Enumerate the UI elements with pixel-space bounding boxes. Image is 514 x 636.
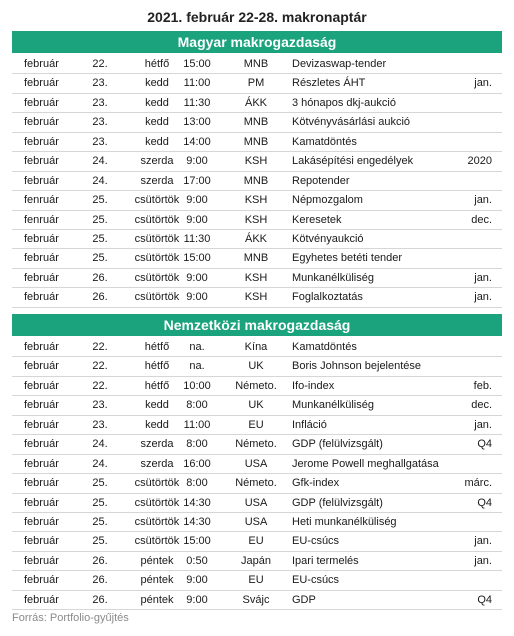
row-month: február (24, 418, 59, 431)
row-day: 25. (92, 252, 108, 265)
row-time: 14:30 (183, 496, 211, 509)
row-event: Népmozgalom (292, 194, 363, 207)
row-day: 22. (92, 379, 108, 392)
table-row (12, 357, 502, 376)
row-month: február (24, 271, 59, 284)
row-weekday: csütörtök (134, 496, 180, 509)
row-time: 15:00 (183, 58, 211, 70)
row-event: EU-csúcs (292, 574, 340, 587)
row-weekday: kedd (145, 135, 169, 148)
row-event: 3 hónapos dkj-aukció (292, 96, 396, 109)
table-row (12, 416, 502, 435)
row-time: 16:00 (183, 457, 211, 470)
row-event: EU-csúcs (292, 535, 340, 548)
row-event: Infláció (292, 418, 327, 431)
row-month: február (24, 232, 59, 245)
row-source: Németo. (235, 438, 277, 451)
row-period: dec. (471, 399, 492, 412)
row-event: Kamatdöntés (292, 341, 357, 353)
row-weekday: hétfő (144, 341, 170, 353)
row-day: 23. (92, 418, 108, 431)
row-day: 26. (92, 271, 108, 284)
row-source: KSH (244, 213, 268, 226)
row-day: 22. (92, 341, 108, 353)
row-month: február (24, 438, 59, 451)
row-event: Kötvényaukció (292, 232, 364, 245)
row-time: 9:00 (186, 213, 208, 226)
row-time: 11:00 (183, 77, 211, 90)
row-time: 17:00 (183, 174, 211, 187)
source-note: Forrás: Portfolio-gyűjtés (12, 612, 129, 624)
row-event: Kötvényvásárlási aukció (292, 116, 411, 129)
row-day: 22. (92, 58, 108, 70)
row-day: 23. (92, 399, 108, 412)
table-row (12, 455, 502, 474)
row-time: 0:50 (186, 554, 208, 567)
row-source: UK (248, 360, 264, 373)
row-day: 23. (92, 96, 108, 109)
row-day: 26. (92, 554, 108, 567)
row-period: Q4 (477, 438, 492, 451)
table-row (12, 94, 502, 113)
row-time: 13:00 (183, 116, 211, 129)
row-day: 25. (92, 535, 108, 548)
row-period: dec. (471, 213, 492, 226)
row-day: 24. (92, 438, 108, 451)
table-row (12, 191, 502, 210)
row-month: február (24, 341, 59, 353)
row-source: KSH (244, 155, 268, 168)
row-day: 22. (92, 360, 108, 373)
table-international (12, 338, 502, 610)
row-event: Kamatdöntés (292, 135, 357, 148)
row-event: Munkanélküliség (292, 271, 374, 284)
row-source: USA (244, 496, 268, 509)
row-weekday: hétfő (144, 379, 170, 392)
table-row (12, 591, 502, 610)
row-weekday: csütörtök (134, 213, 180, 226)
row-event: Jerome Powell meghallgatása (292, 457, 439, 470)
row-month: február (24, 399, 59, 412)
table-row (12, 532, 502, 551)
row-day: 24. (92, 174, 108, 187)
row-month: február (24, 477, 59, 490)
row-time: 8:00 (186, 477, 208, 490)
row-month: február (24, 515, 59, 528)
row-period: jan. (474, 194, 492, 207)
row-event: Devizaswap-tender (292, 58, 387, 70)
row-weekday: kedd (145, 116, 169, 129)
row-weekday: hétfő (144, 360, 170, 373)
table-row (12, 230, 502, 249)
table-row (12, 152, 502, 171)
row-source: MNB (243, 174, 269, 187)
row-source: Németo. (235, 379, 277, 392)
row-weekday: csütörtök (134, 515, 180, 528)
row-weekday: csütörtök (134, 535, 180, 548)
row-event: Foglalkoztatás (292, 291, 363, 304)
row-source: MNB (243, 58, 269, 70)
row-weekday: csütörtök (134, 252, 180, 265)
row-time: 15:00 (183, 535, 211, 548)
row-period: márc. (464, 477, 492, 490)
row-day: 25. (92, 194, 108, 207)
table-row (12, 74, 502, 93)
row-source: UK (248, 399, 264, 412)
row-source: MNB (243, 116, 269, 129)
row-weekday: kedd (145, 418, 169, 431)
row-time: 11:30 (183, 232, 211, 245)
table-row (12, 513, 502, 532)
row-month: február (24, 496, 59, 509)
row-month: fenruár (24, 194, 59, 207)
row-month: február (24, 574, 59, 587)
row-weekday: kedd (145, 96, 169, 109)
table-row (12, 571, 502, 590)
row-month: február (24, 174, 59, 187)
row-source: EU (248, 574, 264, 587)
row-month: február (24, 252, 59, 265)
row-period: feb. (473, 379, 492, 392)
row-month: február (24, 360, 59, 373)
row-event: Boris Johnson bejelentése (292, 360, 422, 373)
row-day: 26. (92, 593, 108, 606)
row-month: február (24, 291, 59, 304)
row-source: MNB (243, 252, 269, 265)
table-row (12, 55, 502, 74)
row-event: Lakásépítési engedélyek (292, 155, 414, 168)
row-weekday: szerda (140, 155, 174, 168)
table-row (12, 269, 502, 288)
row-weekday: péntek (140, 593, 174, 606)
row-event: Ifo-index (292, 379, 335, 392)
row-source: USA (244, 515, 268, 528)
table-row (12, 377, 502, 396)
row-weekday: csütörtök (134, 477, 180, 490)
row-time: 9:00 (186, 291, 208, 304)
table-row (12, 211, 502, 230)
row-weekday: csütörtök (134, 291, 180, 304)
row-source: Németo. (235, 477, 277, 490)
row-period: Q4 (477, 593, 492, 606)
row-event: GDP (felülvizsgált) (292, 438, 383, 451)
table-row (12, 338, 502, 357)
row-period: 2020 (467, 155, 492, 168)
row-month: február (24, 135, 59, 148)
row-time: 10:00 (183, 379, 211, 392)
section-header-hungarian: Magyar makrogazdaság (12, 31, 502, 53)
row-weekday: hétfő (144, 58, 170, 70)
row-weekday: péntek (140, 554, 174, 567)
row-time: 9:00 (186, 271, 208, 284)
row-source: ÁKK (244, 96, 267, 109)
row-event: Egyhetes betéti tender (292, 252, 403, 265)
row-time: na. (189, 341, 205, 353)
table-row (12, 113, 502, 132)
row-time: 9:00 (186, 574, 208, 587)
row-month: február (24, 58, 59, 70)
row-weekday: szerda (140, 174, 174, 187)
table-row (12, 172, 502, 191)
row-day: 24. (92, 155, 108, 168)
row-day: 23. (92, 77, 108, 90)
row-event: Heti munkanélküliség (292, 515, 397, 528)
row-weekday: szerda (140, 457, 174, 470)
row-day: 25. (92, 213, 108, 226)
row-period: Q4 (477, 496, 492, 509)
row-time: 11:30 (183, 96, 211, 109)
table-row (12, 494, 502, 513)
row-weekday: péntek (140, 574, 174, 587)
row-weekday: csütörtök (134, 271, 180, 284)
row-event: Ipari termelés (292, 554, 359, 567)
row-source: PM (247, 77, 265, 90)
row-event: Munkanélküliség (292, 399, 374, 412)
table-row (12, 396, 502, 415)
row-time: 9:00 (186, 194, 208, 207)
row-period: jan. (474, 77, 492, 90)
page-title: 2021. február 22-28. makronaptár (147, 9, 367, 25)
row-time: na. (189, 360, 205, 373)
row-weekday: csütörtök (134, 194, 180, 207)
table-row (12, 133, 502, 152)
table-row (12, 435, 502, 454)
row-event: Keresetek (292, 213, 342, 226)
row-source: Kína (244, 341, 268, 353)
row-event: Repotender (292, 174, 350, 187)
row-month: fenruár (24, 213, 59, 226)
row-month: február (24, 457, 59, 470)
row-source: USA (244, 457, 268, 470)
table-row (12, 288, 502, 307)
row-source: Svájc (242, 593, 270, 606)
row-source: EU (248, 418, 264, 431)
row-month: február (24, 593, 59, 606)
row-day: 26. (92, 574, 108, 587)
row-period: jan. (474, 271, 492, 284)
row-time: 9:00 (186, 593, 208, 606)
row-month: február (24, 77, 59, 90)
row-source: KSH (244, 271, 268, 284)
row-time: 15:00 (183, 252, 211, 265)
row-time: 8:00 (186, 438, 208, 451)
row-month: február (24, 116, 59, 129)
row-time: 14:30 (183, 515, 211, 528)
row-period: jan. (474, 554, 492, 567)
table-row (12, 249, 502, 268)
row-period: jan. (474, 291, 492, 304)
row-source: EU (248, 535, 264, 548)
row-event: GDP (felülvizsgált) (292, 496, 383, 509)
row-source: MNB (243, 135, 269, 148)
row-time: 8:00 (186, 399, 208, 412)
row-event: Részletes ÁHT (292, 77, 366, 90)
row-period: jan. (474, 535, 492, 548)
row-day: 25. (92, 515, 108, 528)
row-month: február (24, 155, 59, 168)
row-weekday: kedd (145, 77, 169, 90)
row-month: február (24, 379, 59, 392)
table-hungarian (12, 55, 502, 308)
row-period: jan. (474, 418, 492, 431)
row-source: Japán (241, 554, 271, 567)
row-time: 11:00 (183, 418, 211, 431)
row-source: ÁKK (244, 232, 267, 245)
row-day: 23. (92, 116, 108, 129)
row-time: 14:00 (183, 135, 211, 148)
row-weekday: csütörtök (134, 232, 180, 245)
row-source: KSH (244, 291, 268, 304)
row-event: Gfk-index (292, 477, 340, 490)
row-day: 23. (92, 135, 108, 148)
row-event: GDP (292, 593, 316, 606)
row-time: 9:00 (186, 155, 208, 168)
section-header-international: Nemzetközi makrogazdaság (12, 314, 502, 336)
row-month: február (24, 96, 59, 109)
table-row (12, 474, 502, 493)
row-source: KSH (244, 194, 268, 207)
row-weekday: kedd (145, 399, 169, 412)
row-day: 24. (92, 457, 108, 470)
row-day: 25. (92, 477, 108, 490)
table-row (12, 552, 502, 571)
row-weekday: szerda (140, 438, 174, 451)
row-day: 25. (92, 232, 108, 245)
row-day: 25. (92, 496, 108, 509)
row-month: február (24, 535, 59, 548)
row-month: február (24, 554, 59, 567)
row-day: 26. (92, 291, 108, 304)
